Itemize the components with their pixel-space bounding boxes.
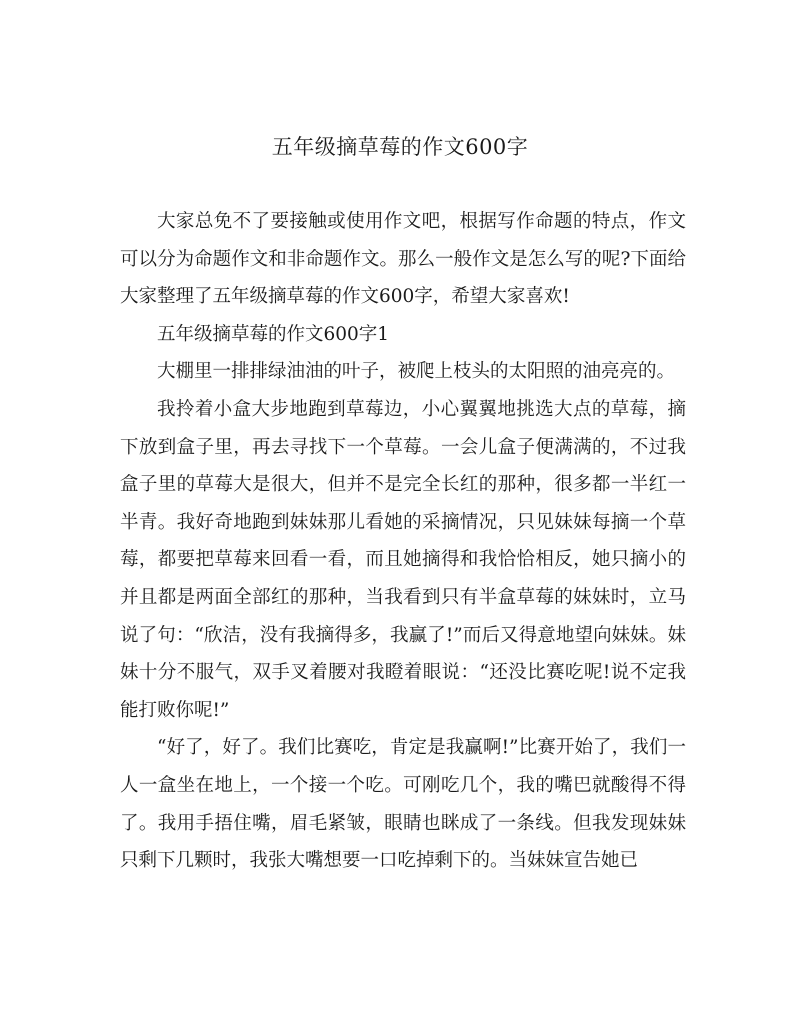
document-body <box>120 203 686 880</box>
essay-paragraph: 大棚里一排排绿油油的叶子，被爬上枝头的太阳照的油亮亮的。 <box>157 361 676 383</box>
essay-heading: 五年级摘草莓的作文600字1 <box>157 323 390 345</box>
document-title: 五年级摘草莓的作文600字 <box>271 135 529 159</box>
essay-paragraph: 我拎着小盒大步地跑到草莓边，小心翼翼地挑选大点的草莓，摘下放到盒子里，再去寻找下一个草莓。一会儿盒子便满满的，不过我盒子里的草莓大是很大，但并不是完全长红的那种，很多都一半红一半青。我好奇地跑到妹妹那儿看她的采摘情况，只见妹妹每摘一个草莓，都要把草莓来回看一看，而且她摘得和我恰恰相反，她只摘小的并且都是两面全部红的那种，当我看到只有半盒草莓的妹妹时，立马说了句：“欣洁，没有我摘得多，我赢了!”而后又得意地望向妹妹。妹妹十分不服气，双手叉着腰对我瞪着眼说：“还没比赛吃呢!说不定我能打败你呢!” <box>120 398 686 721</box>
essay-paragraph: “好了，好了。我们比赛吃，肯定是我赢啊!”比赛开始了，我们一人一盒坐在地上，一个接一个吃。可刚吃几个，我的嘴巴就酸得不得了。我用手捂住嘴，眉毛紧皱，眼睛也眯成了一条线。但我发现妹妹只剩下几颗时，我张大嘴想要一口吃掉剩下的。当妹妹宣告她已 <box>120 737 686 872</box>
intro-paragraph: 大家总免不了要接触或使用作文吧，根据写作命题的特点，作文可以分为命题作文和非命题作文。那么一般作文是怎么写的呢?下面给大家整理了五年级摘草莓的作文600字，希望大家喜欢! <box>120 211 686 308</box>
